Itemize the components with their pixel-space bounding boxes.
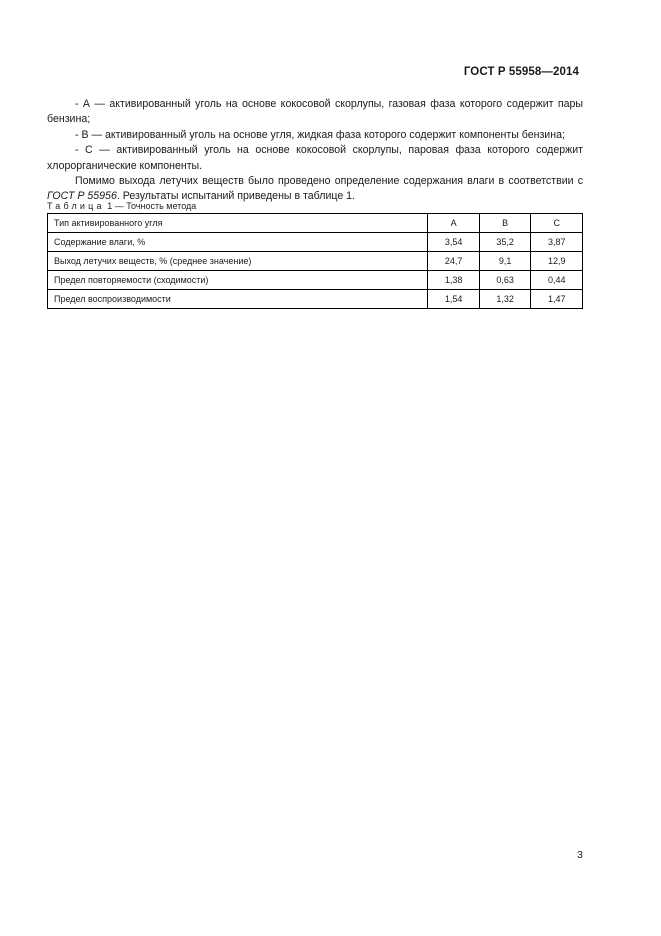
precision-table xyxy=(47,213,583,309)
value-cell: 3,87 xyxy=(531,233,583,252)
row-label: Предел повторяемости (сходимости) xyxy=(48,271,428,290)
page-number: 3 xyxy=(577,849,583,861)
body-text xyxy=(47,97,583,205)
table-row xyxy=(48,252,583,271)
value-cell: 0,63 xyxy=(479,271,531,290)
value-cell: 35,2 xyxy=(479,233,531,252)
row-label: Выход летучих веществ, % (среднее значение) xyxy=(48,252,428,271)
value-cell: 1,54 xyxy=(428,290,480,309)
standard-reference-link: ГОСТ Р 55956 xyxy=(47,190,117,203)
header-cell-b: В xyxy=(479,214,531,233)
paragraph-moisture-end: . Результаты испытаний приведены в таблице 1. xyxy=(116,190,355,203)
value-cell: 1,38 xyxy=(428,271,480,290)
paragraph-type-c: - С — активированный уголь на основе кокосовой скорлупы, паровая фаза которого содержит хлорорганические компоненты. xyxy=(47,144,583,172)
table-caption-word: Таблица xyxy=(47,201,105,211)
table-row xyxy=(48,233,583,252)
value-cell: 12,9 xyxy=(531,252,583,271)
paragraph-type-a: - А — активированный уголь на основе кокосовой скорлупы, газовая фаза которого содержит пары бензина; xyxy=(47,98,583,126)
table-caption-title: 1 — Точность метода xyxy=(104,201,197,211)
value-cell: 1,47 xyxy=(531,290,583,309)
table-caption xyxy=(47,201,196,211)
value-cell: 1,32 xyxy=(479,290,531,309)
header-cell-c: С xyxy=(531,214,583,233)
document-number-header: ГОСТ Р 55958—2014 xyxy=(463,66,579,78)
paragraph-type-b: - В — активированный уголь на основе угля, жидкая фаза которого содержит компоненты бензина; xyxy=(75,128,565,141)
value-cell: 9,1 xyxy=(479,252,531,271)
header-cell-type: Тип активированного угля xyxy=(48,214,428,233)
value-cell: 0,44 xyxy=(531,271,583,290)
table-row xyxy=(48,290,583,309)
table-row xyxy=(48,271,583,290)
table-header-row xyxy=(48,214,583,233)
row-label: Содержание влаги, % xyxy=(48,233,428,252)
value-cell: 3,54 xyxy=(428,233,480,252)
paragraph-moisture-start: Помимо выхода летучих веществ было проведено определение содержания влаги в соответствии с xyxy=(75,175,583,188)
row-label: Предел воспроизводимости xyxy=(48,290,428,309)
header-cell-a: А xyxy=(428,214,480,233)
value-cell: 24,7 xyxy=(428,252,480,271)
